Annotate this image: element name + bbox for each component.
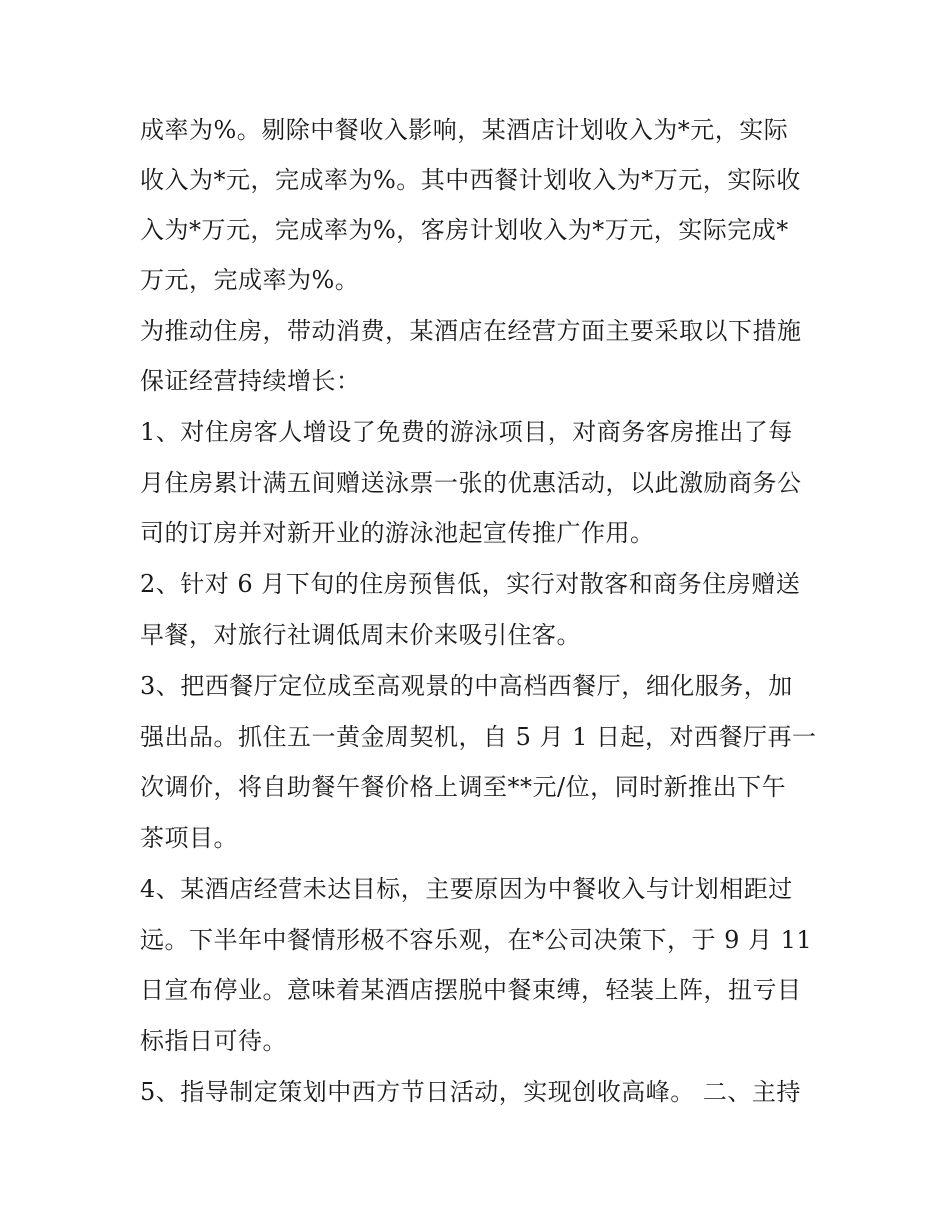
list-item-3-line: 强出品。抓住五一黄金周契机，自 5 月 1 日起，对西餐厅再一 xyxy=(140,723,817,751)
list-item-1-line: 月住房累计满五间赠送泳票一张的优惠活动，以此激励商务公 xyxy=(140,469,802,497)
list-item-2-line: 早餐，对旅行社调低周末价来吸引住客。 xyxy=(140,621,581,649)
text-line: 保证经营持续增长： xyxy=(140,367,361,395)
text-line: 万元，完成率为%。 xyxy=(140,266,360,294)
list-item-3-line: 茶项目。 xyxy=(140,824,238,852)
text-line: 为推动住房，带动消费，某酒店在经营方面主要采取以下措施 xyxy=(140,317,802,345)
list-item-1-line: 1、对住房客人增设了免费的游泳项目，对商务客房推出了每 xyxy=(140,418,793,446)
list-item-5-line: 5、指导制定策划中西方节日活动，实现创收高峰。 二、主持 xyxy=(140,1078,801,1106)
list-item-1-line: 司的订房并对新开业的游泳池起宣传推广作用。 xyxy=(140,519,655,547)
list-item-4-line: 标指日可待。 xyxy=(140,1027,287,1055)
text-line: 收入为*元，完成率为%。其中西餐计划收入为*万元，实际收 xyxy=(140,166,801,194)
list-item-3-line: 3、把西餐厅定位成至高观景的中高档西餐厅，细化服务，加 xyxy=(140,672,793,700)
list-item-4-line: 日宣布停业。意味着某酒店摆脱中餐束缚，轻装上阵，扭亏目 xyxy=(140,976,802,1004)
list-item-4-line: 远。下半年中餐情形极不容乐观，在*公司决策下，于 9 月 11 xyxy=(140,926,813,954)
list-item-3-line: 次调价，将自助餐午餐价格上调至**元/位，同时新推出下午 xyxy=(140,773,787,801)
list-item-4-line: 4、某酒店经营未达目标，主要原因为中餐收入与计划相距过 xyxy=(140,875,793,903)
list-item-2-line: 2、针对 6 月下旬的住房预售低，实行对散客和商务住房赠送 xyxy=(140,570,801,598)
text-line: 成率为%。剔除中餐收入影响，某酒店计划收入为*元，实际 xyxy=(140,116,789,144)
text-line: 入为*万元，完成率为%，客房计划收入为*万元，实际完成* xyxy=(140,216,789,244)
